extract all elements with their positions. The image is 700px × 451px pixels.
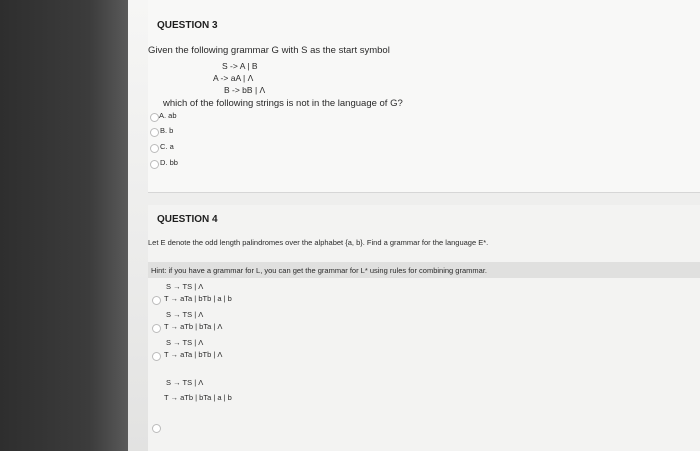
question-4-prompt: Let E denote the odd length palindromes over the alphabet {a, b}. Find a grammar for the language E*. <box>148 238 489 247</box>
question-3-prompt: Given the following grammar G with S as the start symbol <box>148 45 390 56</box>
option-line-1: S → TS | Λ <box>166 338 204 347</box>
grammar-rule-a: A -> aA | Λ <box>213 73 254 83</box>
grammar-rule-s: S -> A | B <box>222 61 258 71</box>
option-line-2: T → aTb | bTa | a | b <box>164 393 232 402</box>
radio-button[interactable] <box>150 113 159 122</box>
left-dark-margin <box>0 0 128 451</box>
option-label: A. ab <box>159 111 177 120</box>
option-line-1: S → TS | Λ <box>166 282 204 291</box>
option-line-2: T → aTa | bTb | Λ <box>164 350 223 359</box>
option-label: C. a <box>160 142 174 151</box>
question-3-question: which of the following strings is not in the language of G? <box>163 98 403 109</box>
question-3-panel <box>148 0 700 193</box>
radio-button[interactable] <box>152 296 161 305</box>
option-line-2: T → aTb | bTa | Λ <box>164 322 223 331</box>
radio-button[interactable] <box>150 160 159 169</box>
option-line-2: T → aTa | bTb | a | b <box>164 294 232 303</box>
question-4-hint: Hint: if you have a grammar for L, you can get the grammar for L* using rules for combining grammar. <box>151 266 487 275</box>
option-line-1: S → TS | Λ <box>166 310 204 319</box>
radio-button[interactable] <box>150 128 159 137</box>
radio-button[interactable] <box>150 144 159 153</box>
radio-button[interactable] <box>152 352 161 361</box>
option-label: B. b <box>160 126 174 135</box>
option-label: D. bb <box>160 158 178 167</box>
radio-button[interactable] <box>152 424 161 433</box>
radio-button[interactable] <box>152 324 161 333</box>
grammar-rule-b: B -> bB | Λ <box>224 85 266 95</box>
option-line-1: S → TS | Λ <box>166 378 204 387</box>
question-3-title: QUESTION 3 <box>157 20 218 31</box>
question-4-title: QUESTION 4 <box>157 214 218 225</box>
